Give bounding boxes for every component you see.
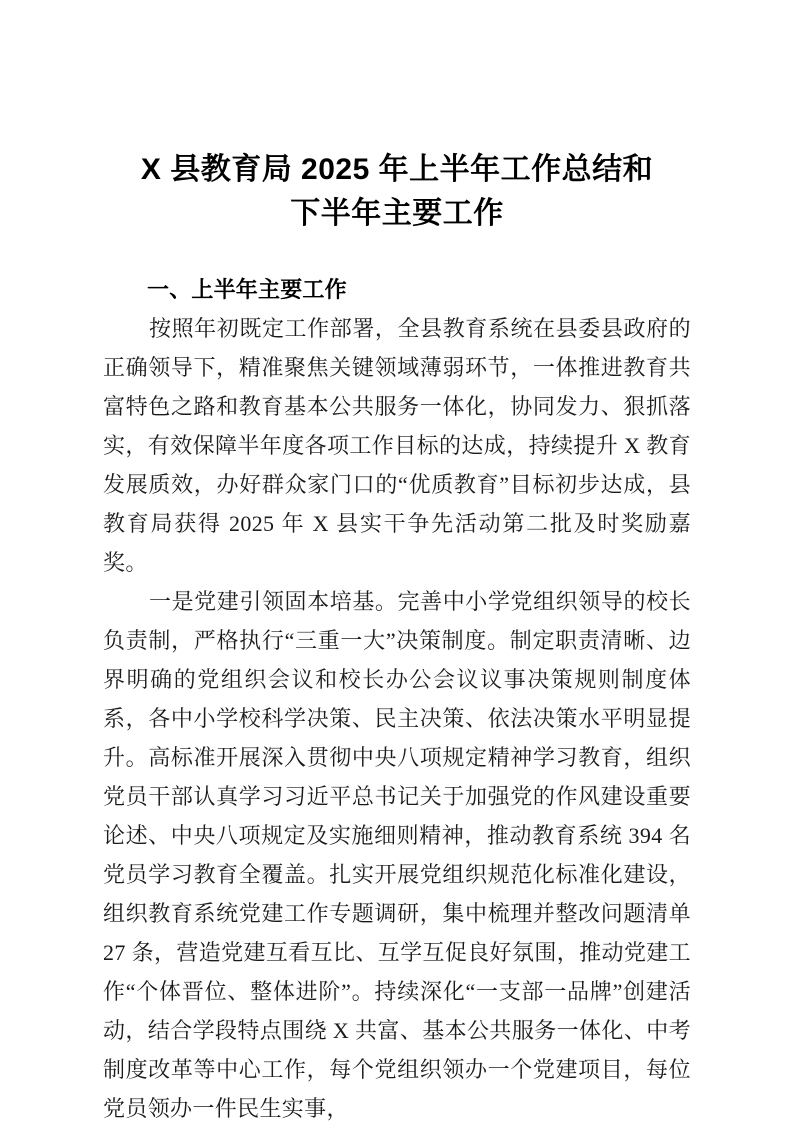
paragraph-party-building: 一是党建引领固本培基。完善中小学党组织领导的校长负责制，严格执行“三重一大”决策制度。制定职责清晰、边界明确的党组织会议和校长办公会议议事决策规则制度体系，各中小学校科学决策、民主决策、依法决策水平明显提升。高标准开展深入贯彻中央八项规定精神学习教育，组织党员干部认真学习习近平总书记关于加强党的作风建设重要论述、中央八项规定及实施细则精神，推动教育系统 394 名党员学习教育全覆盖。扎实开展党组织规范化标准化建设，组织教育系统党建工作专题调研，集中梳理并整改问题清单 27 条，营造党建互看互比、互学互促良好氛围，推动党建工作“个体晋位、整体进阶”。持续深化“一支部一品牌”创建活动，结合学段特点围绕 X 共富、基本公共服务一体化、中考制度改革等中心工作，每个党组织领办一个党建项目，每位党员领办一件民生实事， xyxy=(103,589,691,1121)
title-body-spacer xyxy=(103,236,691,270)
page-title xyxy=(103,0,691,236)
page-title-line-2: 下半年主要工作 xyxy=(290,197,504,230)
paragraph-overview: 按照年初既定工作部署，全县教育系统在县委县政府的正确领导下，精准聚焦关键领域薄弱环节，一体推进教育共富特色之路和教育基本公共服务一体化，协同发力、狠抓落实，有效保障半年度各项工作目标的达成，持续提升 X 教育发展质效，办好群众家门口的“优质教育”目标初步达成，县教育局获得 2025 年 X 县实干争先活动第二批及时奖励嘉奖。 xyxy=(103,316,691,575)
page-title-line-1: X 县教育局 2025 年上半年工作总结和 xyxy=(140,153,654,186)
section-heading-1: 一、上半年主要工作 xyxy=(147,277,347,302)
document-content xyxy=(103,0,691,1128)
